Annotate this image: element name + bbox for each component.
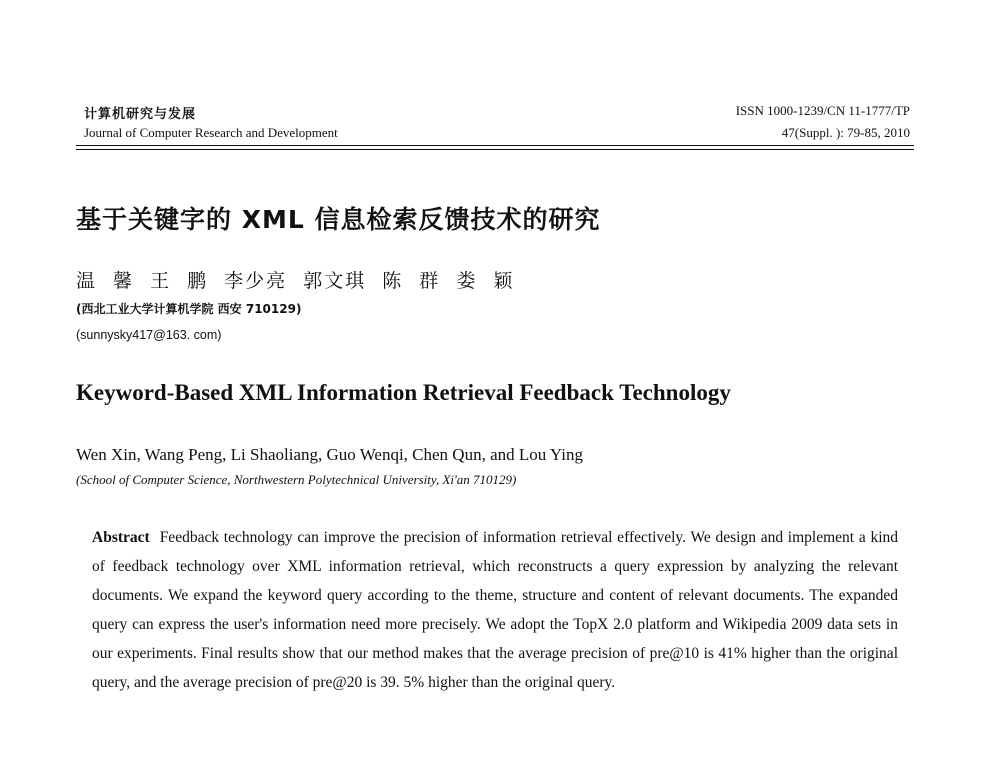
chinese-authors: 温 馨 王 鹏 李少亮 郭文琪 陈 群 娄 颖 bbox=[76, 270, 515, 292]
abstract-label: Abstract bbox=[92, 529, 150, 546]
issn-line: ISSN 1000-1239/CN 11-1777/TP bbox=[735, 103, 910, 118]
chinese-affiliation: (西北工业大学计算机学院 西安 710129) bbox=[76, 302, 302, 316]
volume-pages: 47(Suppl. ): 79-85, 2010 bbox=[781, 125, 910, 140]
chinese-title: 基于关键字的 XML 信息检索反馈技术的研究 bbox=[76, 205, 601, 234]
english-title: Keyword-Based XML Information Retrieval Feedback Technology bbox=[76, 380, 731, 405]
journal-name-english: Journal of Computer Research and Development bbox=[84, 125, 338, 140]
header-rule-thick bbox=[76, 145, 914, 146]
abstract-text: Feedback technology can improve the precision of information retrieval effectively. We design and implement a kind of feedback technology over XML information retrieval, which reconstructs a query expression by analyzing the relevant documents. We expand the keyword query according to the theme, structure and content of relevant documents. The expanded query can express the user's information need more precisely. We adopt the TopX 2.0 platform and Wikipedia 2009 data sets in our experiments. Final results show that our method makes that the average precision of pre@10 is 41% higher than the original query, and the average precision of pre@20 is 39. 5% higher than the original query. bbox=[92, 529, 898, 691]
contact-email: (sunnysky417@163. com) bbox=[76, 328, 222, 342]
header-rule-thin bbox=[76, 149, 914, 150]
english-affiliation: (School of Computer Science, Northwestern Polytechnical University, Xi'an 710129) bbox=[76, 472, 517, 487]
english-authors: Wen Xin, Wang Peng, Li Shaoliang, Guo Wenqi, Chen Qun, and Lou Ying bbox=[76, 445, 583, 464]
journal-name-chinese: 计算机研究与发展 bbox=[84, 107, 197, 122]
abstract-block bbox=[92, 523, 898, 697]
